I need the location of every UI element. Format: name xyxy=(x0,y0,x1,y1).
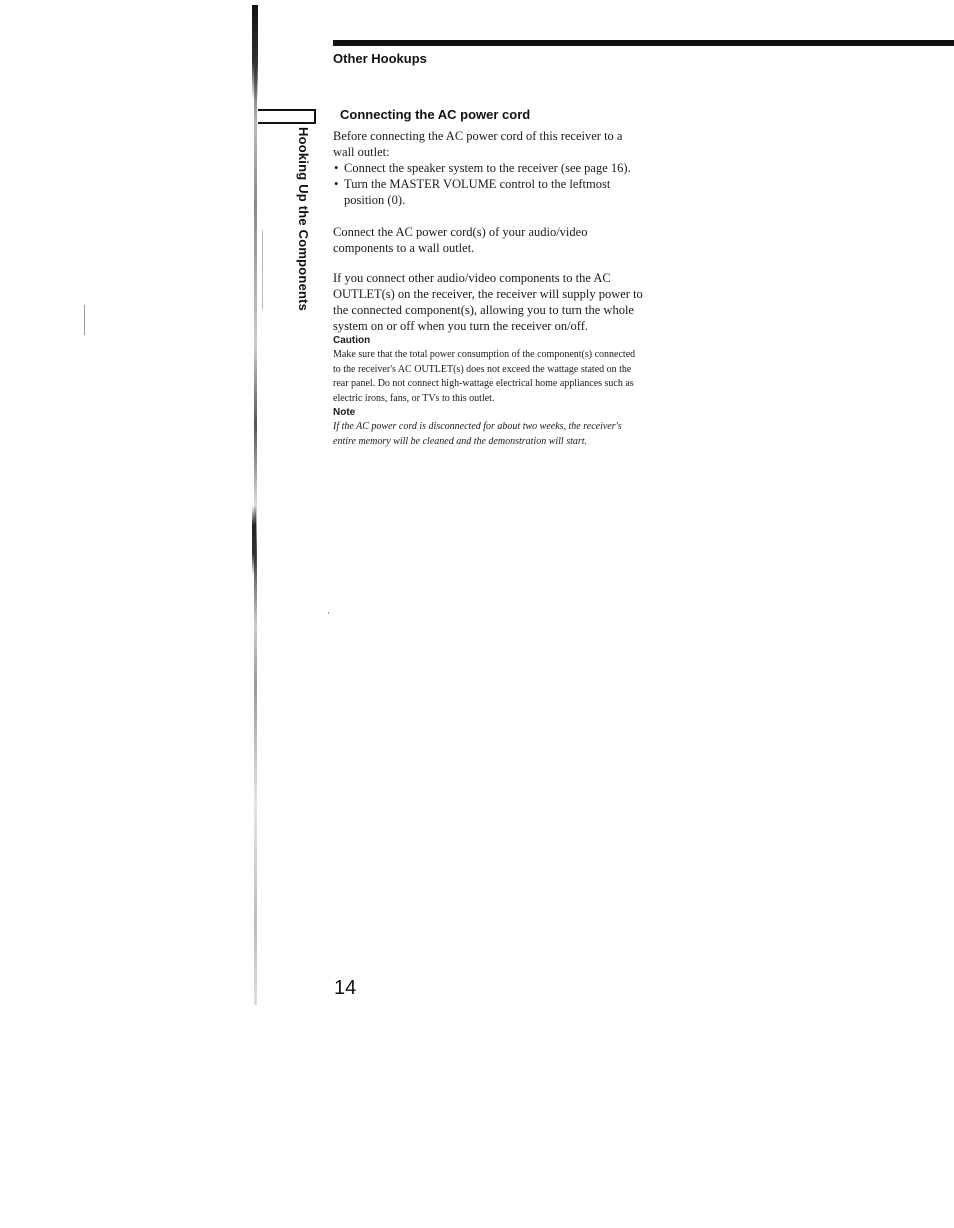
side-section-label: Hooking Up the Components xyxy=(296,127,311,312)
precaution-list xyxy=(333,160,643,208)
paragraph: Connect the AC power cord(s) of your audio/video components to a wall outlet. xyxy=(333,225,588,255)
binding-edge-mid-shadow xyxy=(252,505,256,575)
bullet-icon: • xyxy=(334,177,339,191)
paragraph: If you connect other audio/video components to the AC OUTLET(s) on the receiver, the receiver will supply power to the connected component(s), allowing you to turn the whole system on or off when you turn the receiver on/off. xyxy=(333,271,643,333)
list-item-text: Turn the MASTER VOLUME control to the leftmost position (0). xyxy=(344,177,611,207)
section-title: Connecting the AC power cord xyxy=(340,107,531,122)
binding-edge-top-shadow xyxy=(252,5,258,100)
page-number: 14 xyxy=(334,977,357,999)
scan-artifact xyxy=(262,230,263,310)
section-tab-marker xyxy=(258,109,316,124)
chapter-header: Other Hookups xyxy=(333,51,427,66)
list-item-text: Connect the speaker system to the receiver (see page 16). xyxy=(344,161,631,175)
scan-speck xyxy=(84,305,85,335)
intro-text: Before connecting the AC power cord of this receiver to a wall outlet: xyxy=(333,129,623,159)
note-text: If the AC power cord is disconnected for about two weeks, the receiver's entire memory will be cleaned and the demonstration will start. xyxy=(333,421,622,447)
scan-speck xyxy=(328,612,329,614)
list-item xyxy=(333,176,643,208)
note-heading: Note xyxy=(333,407,356,418)
bullet-icon: • xyxy=(334,161,339,175)
main-content xyxy=(333,128,643,449)
caution-heading: Caution xyxy=(333,335,371,346)
header-rule xyxy=(333,40,954,46)
caution-text: Make sure that the total power consumption of the component(s) connected to the receiver's AC OUTLET(s) does not exceed the wattage stated on the rear panel. Do not connect high-wattage electrical home appliances such as electric irons, fans, or TVs to this outlet. xyxy=(333,349,636,404)
list-item xyxy=(333,160,643,176)
